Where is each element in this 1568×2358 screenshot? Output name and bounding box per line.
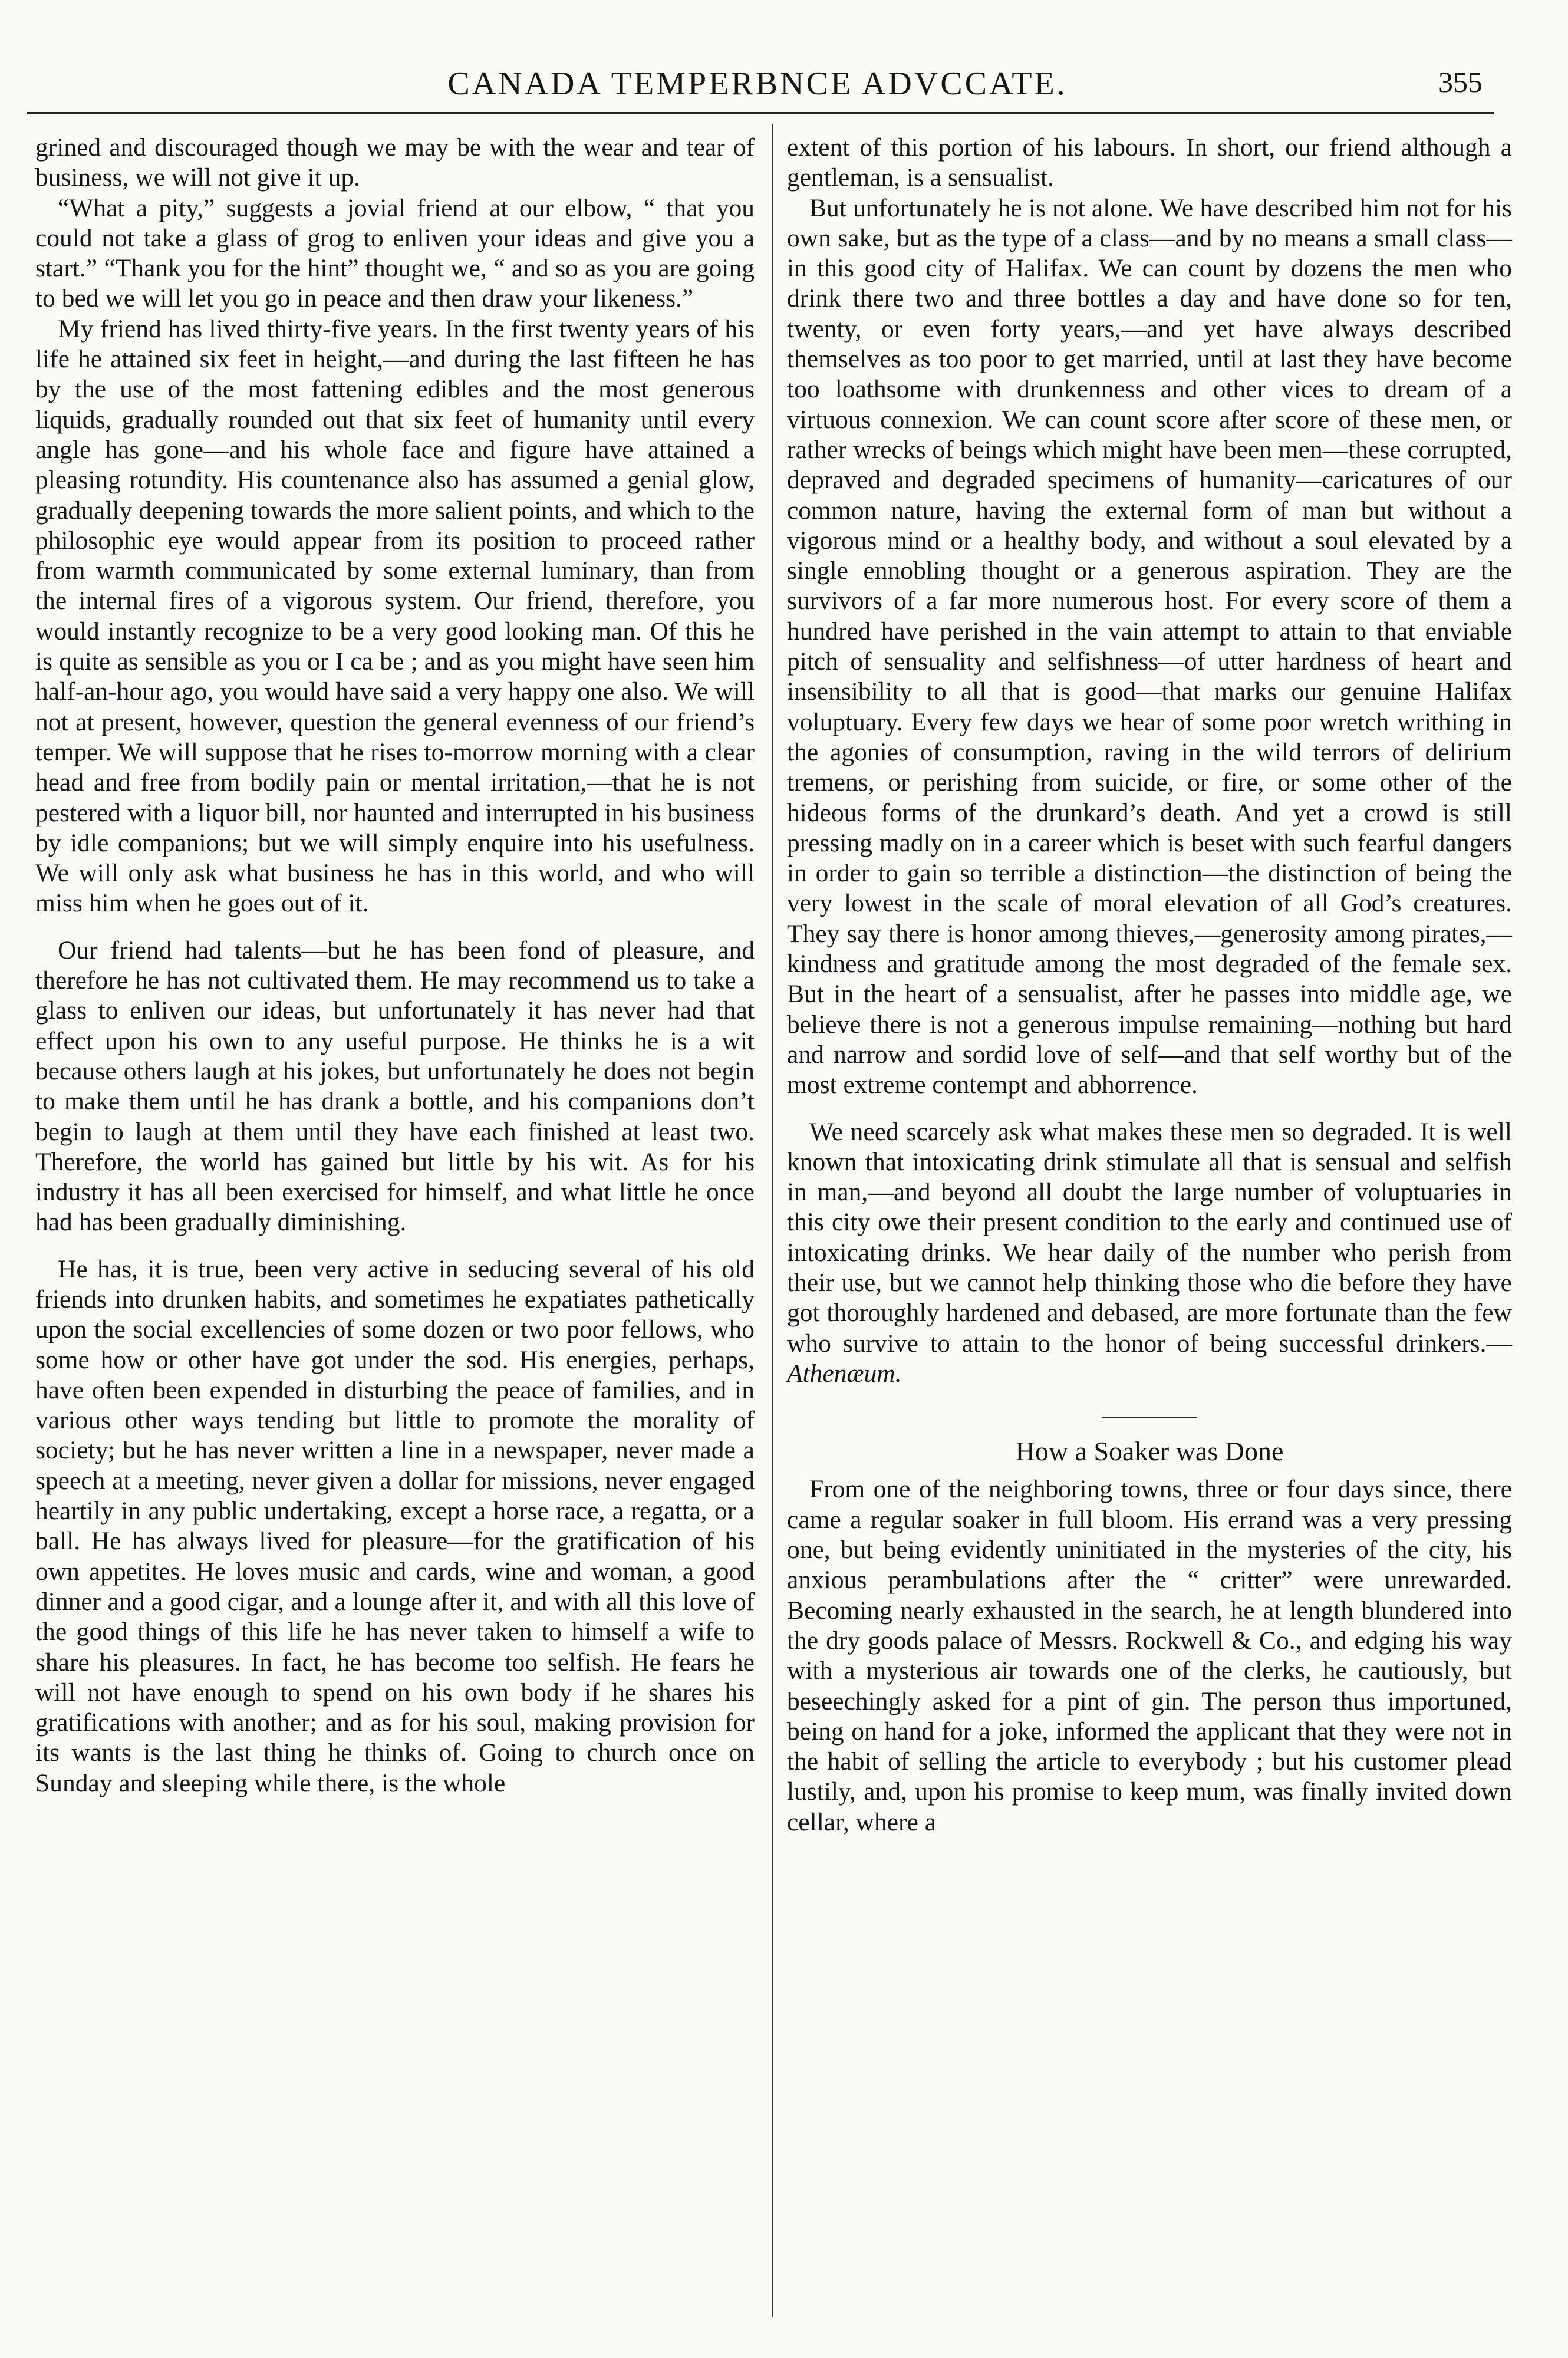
- left-paragraph-5: He has, it is true, been very active in seducing several of his old friends into drunken habits, and sometimes he expatiates pathetically upon the social excellencies of some dozen or two poor fellows, who some how or other have got under the sod. His energies, perhaps, have often been expended in disturbing the peace of families, and in various other ways tending but little to promote the morality of society; but he has never written a line in a newspaper, never made a speech at a meeting, never given a dollar for missions, never engaged heartily in any public undertaking, except a horse race, a regatta, or a ball. He has always lived for pleasure—for the gratification of his own appetites. He loves music and cards, wine and woman, a good dinner and a good cigar, and a lounge after it, and with all this love of the good things of this life he has never taken to himself a wife to share his pleasures. In fact, he has become too selfish. He fears he will not have enough to spend on his own body if he shares his gratifications with another; and as for his soul, making provision for its wants is the last thing he thinks of. Going to church once on Sunday and sleeping while there, is the whole: [35, 1254, 755, 1797]
- page-header: [32, 65, 1483, 106]
- page-number: 355: [1438, 65, 1483, 98]
- right-paragraph-3: [787, 1117, 1512, 1389]
- left-paragraph-2: “What a pity,” suggests a jovial friend at our elbow, “ that you could not take a glass of grog to enliven your ideas and give you a start.” “Thank you for the hint” thought we, “ and so as you are going to bed we will let you go in peace and then draw your likeness.”: [35, 193, 755, 313]
- right-paragraph-4: From one of the neighboring towns, three or four days since, there came a regular soaker in full bloom. His errand was a very pressing one, but being evidently uninitiated in the mysteries of the city, his anxious perambulations after the “ critter” were unrewarded. Becoming nearly exhausted in the search, he at length blundered into the dry goods palace of Messrs. Rockwell & Co., and edging his way with a mysterious air towards one of the clerks, he cautiously, but beseechingly asked for a pint of gin. The person thus importuned, being on hand for a joke, informed the applicant that they were not in the habit of selling the article to everybody ; but his customer plead lustily, and, upon his promise to keep mum, was finally invited down cellar, where a: [787, 1475, 1512, 1836]
- right-column: [787, 133, 1512, 1837]
- column-divider: [772, 124, 773, 2317]
- source-attribution: Athenæum.: [787, 1359, 902, 1388]
- left-column: [35, 133, 755, 1799]
- right-paragraph-2: But unfortunately he is not alone. We have described him not for his own sake, but as the type of a class—and by no means a small class—in this good city of Halifax. We can count by dozens the men who drink there two and three bottles a day and have done so for ten, twenty, or even forty years,—and yet have always described themselves as too poor to get married, until at last they have become too loathsome with drunkenness and other vices to dream of a virtuous connexion. We can count score after score of these men, or rather wrecks of beings which might have been men—these corrupted, depraved and degraded specimens of humanity—caricatures of our common nature, having the external form of man but without a vigorous mind or a healthy body, and without a soul elevated by a single ennobling thought or a generous aspiration. They are the survivors of a far more numerous host. For every score of them a hundred have perished in the vain attempt to attain to that enviable pitch of sensuality and selfishness—of utter hardness of heart and insensibility to all that is good—that marks our genuine Halifax voluptuary. Every few days we hear of some poor wretch writhing in the agonies of consumption, raving in the wild terrors of delirium tremens, or perishing from suicide, or fire, or some other of the hideous forms of the drunkard’s death. And yet a crowd is still pressing madly on in a career which is beset with such fearful dangers in order to gain so terrible a distinction—the distinction of being the very lowest in the scale of moral elevation of all God’s creatures. They say there is honor among thieves,—generosity among pirates,—kindness and gratitude among the most degraded of the female sex. But in the heart of a sensualist, after he passes into middle age, we believe there is not a generous impulse remaining—nothing but hard and narrow and sordid love of self—and that self worthy but of the most extreme contempt and abhorrence.: [787, 193, 1512, 1099]
- section-rule: [1102, 1417, 1197, 1418]
- header-rule: [27, 112, 1494, 114]
- right-paragraph-1: extent of this portion of his labours. In short, our friend although a gentleman, is a sensualist.: [787, 133, 1512, 192]
- left-paragraph-1: grined and discouraged though we may be with the wear and tear of business, we will not give it up.: [35, 133, 755, 192]
- left-paragraph-4: Our friend had talents—but he has been fond of pleasure, and therefore he has not cultivated them. He may recommend us to take a glass to enliven our ideas, but unfortunately it has never had that effect upon his own to any useful purpose. He thinks he is a wit because others laugh at his jokes, but unfortunately he does not begin to make them until he has drank a bottle, and his companions don’t begin to laugh at them until they have each finished at least two. Therefore, the world has gained but little by his wit. As for his industry it has all been exercised for himself, and what little he once had has been gradually diminishing.: [35, 936, 755, 1237]
- section-heading: How a Soaker was Done: [1015, 1436, 1284, 1467]
- right-paragraph-3-text: We need scarcely ask what makes these men so degraded. It is well known that intoxicating drink stimulate all that is sensual and selfish in man,—and beyond all doubt the large number of voluptuaries in this city owe their present condition to the early and continued use of intoxicating drinks. We hear daily of the number who perish from their use, but we cannot help thinking those who die before they have got thoroughly hardened and debased, are more fortunate than the few who survive to attain to the honor of being successful drinkers.—: [787, 1117, 1512, 1358]
- left-paragraph-3: My friend has lived thirty-five years. In the first twenty years of his life he attained six feet in height,—and during the last fifteen he has by the use of the most fattening edibles and the most generous liquids, gradually rounded out that six feet of humanity until every angle has gone—and his whole face and figure have attained a pleasing rotundity. His countenance also has assumed a genial glow, gradually deepening towards the more salient points, and which to the philosophic eye would appear from its position to proceed rather from warmth communicated by some external luminary, than from the internal fires of a vigorous system. Our friend, therefore, you would instantly recognize to be a very good looking man. Of this he is quite as sensible as you or I ca be ; and as you might have seen him half-an-hour ago, you would have said a very happy one also. We will not at present, however, question the general evenness of our friend’s temper. We will suppose that he rises to-morrow morning with a clear head and free from bodily pain or mental irritation,—that he is not pestered with a liquor bill, nor haunted and interrupted in his business by idle companions; but we will simply enquire into his usefulness. We will only ask what business he has in this world, and who will miss him when he goes out of it.: [35, 314, 755, 918]
- running-title: CANADA TEMPERBNCE ADVCCATE.: [447, 65, 1068, 102]
